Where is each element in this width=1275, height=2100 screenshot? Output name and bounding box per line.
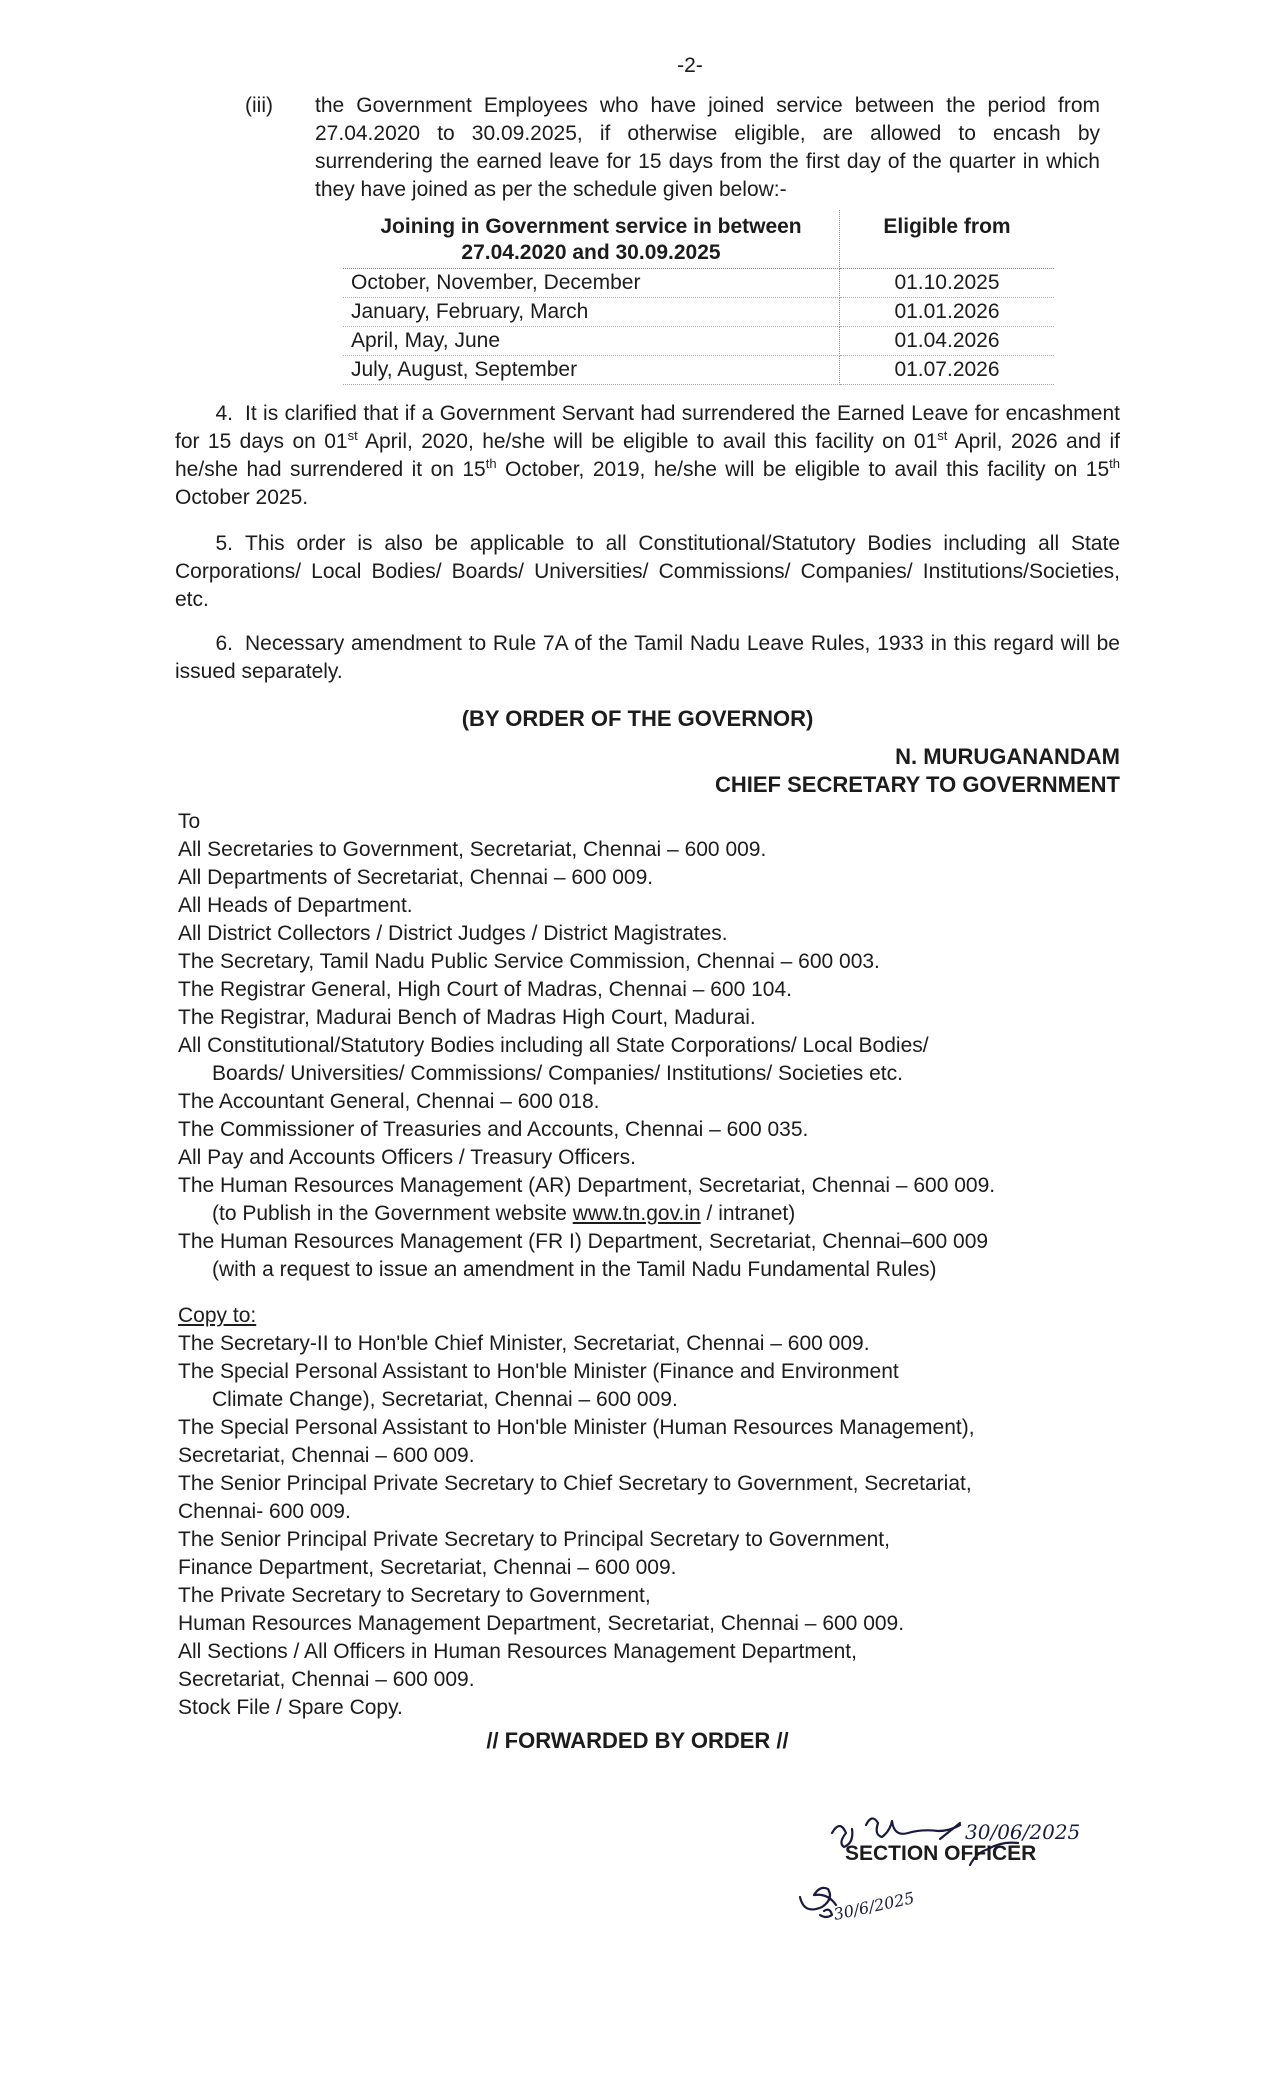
date-cell: 01.04.2026 (840, 327, 1055, 356)
table-row (343, 298, 1054, 327)
header-joining-period: Joining in Government service in between 27.04.2020 and 30.09.2025 (343, 210, 840, 269)
list-item: The Senior Principal Private Secretary to Chief Secretary to Government, Secretariat, (178, 1472, 972, 1495)
list-item: The Registrar, Madurai Bench of Madras High Court, Madurai. (178, 1006, 756, 1029)
table-row (343, 327, 1054, 356)
paragraph-number: 4. (215, 402, 233, 425)
paragraph-text: It is clarified that if a Government Servant had surrendered the Earned Leave for encashment for 15 days on 01 (175, 402, 1120, 453)
table-row (343, 356, 1054, 385)
list-item: The Accountant General, Chennai – 600 018. (178, 1090, 600, 1113)
paragraph-text: October 2025. (175, 486, 309, 509)
paragraph-text: October, 2019, he/she will be eligible to avail this facility on 15 (496, 458, 1110, 481)
clause-number: (iii) (245, 94, 273, 117)
list-item: The Special Personal Assistant to Hon'ble Minister (Human Resources Management), (178, 1416, 975, 1439)
list-item: The Registrar General, High Court of Madras, Chennai – 600 104. (178, 978, 792, 1001)
list-item: All Sections / All Officers in Human Resources Management Department, (178, 1640, 857, 1663)
paragraph-text: Necessary amendment to Rule 7A of the Tamil Nadu Leave Rules, 1933 in this regard will be issued separately. (175, 632, 1120, 683)
publish-note-text: (to Publish in the Government website (212, 1202, 573, 1225)
clause-text: the Government Employees who have joined service between the period from 27.04.2020 to 30.09.2025, if otherwise eligible, are allowed to encash by surrendering the earned leave for 15 days from the first day of the quarter in which they have joined as per the schedule given below:- (315, 94, 1100, 201)
signatory-title: CHIEF SECRETARY TO GOVERNMENT (714, 772, 1120, 797)
list-item: Finance Department, Secretariat, Chennai – 600 009. (178, 1556, 677, 1579)
signatory-name: N. MURUGANANDAM (895, 744, 1120, 769)
paragraph-text: This order is also be applicable to all Constitutional/Statutory Bodies including all State Corporations/ Local Bodies/ Boards/ Universities/ Commissions/ Companies/ Institutions/Societies, etc. (175, 532, 1120, 611)
signature-stroke (800, 1888, 836, 1910)
handwritten-date: 30/06/2025 (965, 1820, 1081, 1844)
by-order-heading: (BY ORDER OF THE GOVERNOR) (461, 706, 814, 731)
list-item: Stock File / Spare Copy. (178, 1696, 403, 1719)
list-item: The Secretary, Tamil Nadu Public Service Commission, Chennai – 600 003. (178, 950, 880, 973)
publish-note (178, 1200, 1128, 1228)
header-eligible-from: Eligible from (840, 210, 1055, 269)
period-cell: January, February, March (343, 298, 840, 327)
paragraph-4 (175, 400, 1120, 512)
date-cell: 01.10.2025 (840, 269, 1055, 298)
paragraph-text: April, 2026 and if he/she had surrendered it on 15 (175, 430, 1121, 481)
initials-date: 30/6/2025 (831, 1888, 917, 1924)
ordinal-suffix: th (485, 456, 497, 471)
forwarded-heading: // FORWARDED BY ORDER // (486, 1728, 789, 1753)
recipients-list (178, 808, 1128, 1284)
list-item: Secretariat, Chennai – 600 009. (178, 1668, 475, 1691)
paragraph-number: 6. (215, 632, 233, 655)
list-item: The Private Secretary to Secretary to Government, (178, 1584, 651, 1607)
ordinal-suffix: st (347, 428, 358, 443)
period-cell: July, August, September (343, 356, 840, 385)
table-row (343, 269, 1054, 298)
paragraph-6 (175, 630, 1120, 686)
period-cell: October, November, December (343, 269, 840, 298)
list-item: Boards/ Universities/ Commissions/ Companies/ Institutions/ Societies etc. (212, 1062, 903, 1085)
list-item: (with a request to issue an amendment in the Tamil Nadu Fundamental Rules) (212, 1258, 937, 1281)
list-item: The Human Resources Management (AR) Department, Secretariat, Chennai – 600 009. (178, 1174, 996, 1197)
list-item: Chennai- 600 009. (178, 1500, 351, 1523)
date-cell: 01.07.2026 (840, 356, 1055, 385)
list-item: Climate Change), Secretariat, Chennai – 600 009. (212, 1388, 678, 1411)
list-item: All Pay and Accounts Officers / Treasury Officers. (178, 1146, 636, 1169)
period-cell: April, May, June (343, 327, 840, 356)
list-item: All Heads of Department. (178, 894, 413, 917)
page-number: -2- (677, 54, 703, 77)
paragraph-number: 5. (215, 532, 233, 555)
list-item: The Human Resources Management (FR I) Department, Secretariat, Chennai–600 009 (178, 1230, 989, 1253)
to-label: To (178, 810, 201, 833)
signatory-block (715, 743, 1120, 799)
signature-stroke (820, 1910, 832, 1917)
list-item: All Secretaries to Government, Secretariat, Chennai – 600 009. (178, 838, 767, 861)
list-item: The Commissioner of Treasuries and Accounts, Chennai – 600 035. (178, 1118, 809, 1141)
list-item: The Secretary-II to Hon'ble Chief Minister, Secretariat, Chennai – 600 009. (178, 1332, 870, 1355)
list-item: All Departments of Secretariat, Chennai – 600 009. (178, 866, 654, 889)
list-item: All Constitutional/Statutory Bodies including all State Corporations/ Local Bodies/ (178, 1034, 929, 1057)
paragraph-text: April, 2020, he/she will be eligible to avail this facility on 01 (357, 430, 938, 453)
ordinal-suffix: th (1109, 456, 1120, 471)
eligibility-schedule-table (343, 210, 1054, 385)
ordinal-suffix: st (937, 428, 948, 443)
date-cell: 01.01.2026 (840, 298, 1055, 327)
list-item: Secretariat, Chennai – 600 009. (178, 1444, 475, 1467)
government-website-link[interactable]: www.tn.gov.in (572, 1202, 701, 1225)
list-item: All District Collectors / District Judges / District Magistrates. (178, 922, 728, 945)
handwritten-signature (780, 1805, 1200, 1945)
list-item: The Special Personal Assistant to Hon'ble Minister (Finance and Environment (178, 1360, 899, 1383)
copy-to-list (178, 1302, 1128, 1722)
clause-iii (245, 92, 1100, 204)
section-officer-label: SECTION OFFICER (845, 1842, 1037, 1865)
list-item: Human Resources Management Department, Secretariat, Chennai – 600 009. (178, 1612, 905, 1635)
paragraph-5 (175, 530, 1120, 614)
copy-to-label: Copy to: (178, 1304, 257, 1327)
table-header-row (343, 210, 1054, 269)
list-item: The Senior Principal Private Secretary to Principal Secretary to Government, (178, 1528, 890, 1551)
publish-note-text: / intranet) (700, 1202, 796, 1225)
